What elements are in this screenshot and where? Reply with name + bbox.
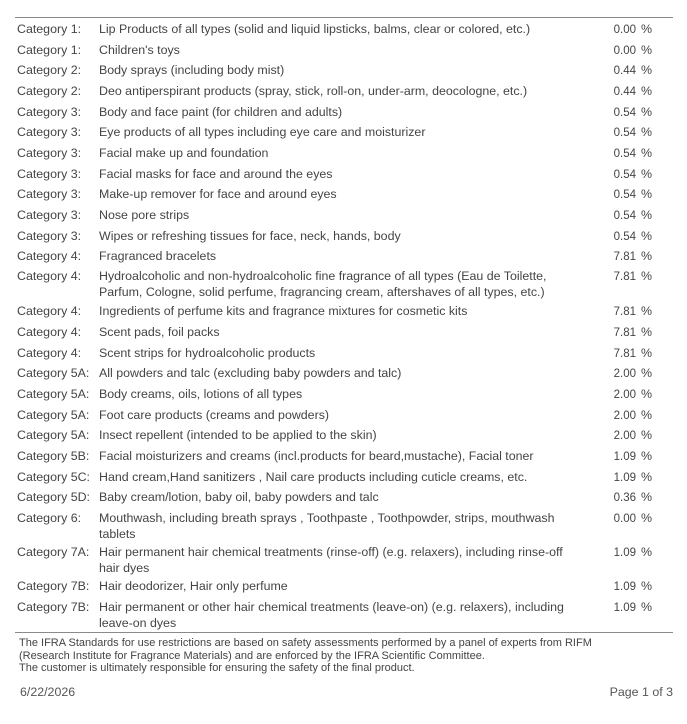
percent-unit: % [641,346,653,360]
category-label: Category 6: [17,511,82,525]
product-description: Ingredients of perfume kits and fragrance mixtures for cosmetic kits [99,304,468,318]
percent-unit: % [641,545,653,559]
max-limit-value: 0.54 [613,231,636,243]
percent-unit: % [641,449,653,463]
top-rule [15,17,673,18]
percent-unit: % [641,146,653,160]
product-description: Deo antiperspirant products (spray, stick, roll-on, under-arm, deocologne, etc.) [99,84,528,98]
max-limit-value: 0.00 [613,45,636,57]
disclaimer-line-3: The customer is ultimately responsible for ensuring the safety of the final product. [19,662,415,674]
product-description: Mouthwash, including breath sprays , Toothpaste , Toothpowder, strips, mouthwash tablets [99,511,555,541]
product-description: Scent strips for hydroalcoholic products [99,346,316,360]
max-limit-value: 1.09 [613,451,636,463]
report-date: 6/22/2026 [20,685,76,699]
max-limit-value: 0.54 [613,210,636,222]
category-label: Category 3: [17,167,82,181]
category-label: Category 7A: [17,545,90,559]
percent-unit: % [641,387,653,401]
category-label: Category 5A: [17,428,90,442]
category-label: Category 4: [17,325,82,339]
footer-rule [15,632,673,633]
max-limit-value: 1.09 [613,602,636,614]
max-limit-value: 0.44 [613,65,636,77]
product-description: Body creams, oils, lotions of all types [99,387,303,401]
percent-unit: % [641,269,653,283]
percent-unit: % [641,304,653,318]
product-description: Nose pore strips [99,208,190,222]
product-description: Body sprays (including body mist) [99,63,285,77]
max-limit-value: 7.81 [613,271,636,283]
category-label: Category 5B: [17,449,90,463]
product-description: Baby cream/lotion, baby oil, baby powders and talc [99,490,379,504]
disclaimer [19,637,669,675]
category-label: Category 3: [17,229,82,243]
percent-unit: % [641,167,653,181]
product-description: Facial moisturizers and creams (incl.products for beard,mustache), Facial toner [99,449,534,463]
product-description: Eye products of all types including eye care and moisturizer [99,125,426,139]
max-limit-value: 2.00 [613,368,636,380]
category-label: Category 3: [17,208,82,222]
percent-unit: % [641,470,653,484]
percent-unit: % [641,43,653,57]
percent-unit: % [641,366,653,380]
product-description: Hair permanent or other hair chemical treatments (leave-on) (e.g. relaxers), including leave-on dyes [99,600,564,630]
percent-unit: % [641,84,653,98]
category-label: Category 3: [17,105,82,119]
product-description: Wipes or refreshing tissues for face, neck, hands, body [99,229,401,243]
product-description: Hair deodorizer, Hair only perfume [99,579,288,593]
category-label: Category 3: [17,187,82,201]
category-label: Category 3: [17,125,82,139]
category-label: Category 4: [17,346,82,360]
percent-unit: % [641,249,653,263]
product-description: Facial make up and foundation [99,146,269,160]
percent-unit: % [641,428,653,442]
product-description: Hair permanent hair chemical treatments (rinse-off) (e.g. relaxers), including rinse-off hair dyes [99,545,563,575]
percent-unit: % [641,187,653,201]
max-limit-value: 0.54 [613,148,636,160]
percent-unit: % [641,125,653,139]
percent-unit: % [641,229,653,243]
max-limit-value: 2.00 [613,410,636,422]
category-label: Category 7B: [17,579,90,593]
max-limit-value: 2.00 [613,389,636,401]
product-description: Children's toys [99,43,180,57]
category-label: Category 5C: [17,470,91,484]
max-limit-value: 7.81 [613,327,636,339]
product-description: Fragranced bracelets [99,249,217,263]
category-label: Category 5D: [17,490,91,504]
category-label: Category 3: [17,146,82,160]
category-label: Category 1: [17,43,82,57]
percent-unit: % [641,208,653,222]
percent-unit: % [641,408,653,422]
percent-unit: % [641,600,653,614]
max-limit-value: 0.54 [613,107,636,119]
disclaimer-line-1: The IFRA Standards for use restrictions are based on safety assessments performed by a panel of experts from RIFM [19,637,592,649]
product-description: Facial masks for face and around the eyes [99,167,333,181]
max-limit-value: 1.09 [613,581,636,593]
percent-unit: % [641,63,653,77]
max-limit-value: 0.36 [613,492,636,504]
max-limit-value: 2.00 [613,430,636,442]
percent-unit: % [641,22,653,36]
max-limit-value: 7.81 [613,348,636,360]
category-label: Category 2: [17,84,82,98]
category-label: Category 7B: [17,600,90,614]
product-description: Scent pads, foil packs [99,325,220,339]
category-label: Category 5A: [17,387,90,401]
product-description: Make-up remover for face and around eyes [99,187,337,201]
percent-unit: % [641,105,653,119]
max-limit-value: 0.54 [613,189,636,201]
percent-unit: % [641,579,653,593]
max-limit-value: 0.44 [613,86,636,98]
percent-unit: % [641,490,653,504]
product-description: Hand cream,Hand sanitizers , Nail care products including cuticle creams, etc. [99,470,528,484]
percent-unit: % [641,325,653,339]
product-description: Hydroalcoholic and non-hydroalcoholic fine fragrance of all types (Eau de Toilette, Parfum, Cologne, solid perfume, fragrancing cream, aftershaves of all types, etc.) [99,269,547,299]
max-limit-value: 0.00 [613,24,636,36]
max-limit-value: 7.81 [613,306,636,318]
product-description: Body and face paint (for children and adults) [99,105,343,119]
max-limit-value: 0.00 [613,513,636,525]
max-limit-value: 7.81 [613,251,636,263]
category-label: Category 1: [17,22,82,36]
max-limit-value: 1.09 [613,472,636,484]
max-limit-value: 0.54 [613,169,636,181]
category-label: Category 2: [17,63,82,77]
product-description: All powders and talc (excluding baby powders and talc) [99,366,402,380]
percent-unit: % [641,511,653,525]
page-number: Page 1 of 3 [609,685,673,699]
product-description: Lip Products of all types (solid and liquid lipsticks, balms, clear or colored, etc.) [99,22,531,36]
category-label: Category 4: [17,304,82,318]
disclaimer-line-2: (Research Institute for Fragrance Materials) and are enforced by the IFRA Scientific Committee. [19,649,485,662]
category-label: Category 5A: [17,408,90,422]
product-description: Insect repellent (intended to be applied to the skin) [99,428,377,442]
max-limit-value: 0.54 [613,127,636,139]
category-label: Category 4: [17,249,82,263]
category-label: Category 5A: [17,366,90,380]
max-limit-value: 1.09 [613,547,636,559]
category-label: Category 4: [17,269,82,283]
product-description: Foot care products (creams and powders) [99,408,330,422]
